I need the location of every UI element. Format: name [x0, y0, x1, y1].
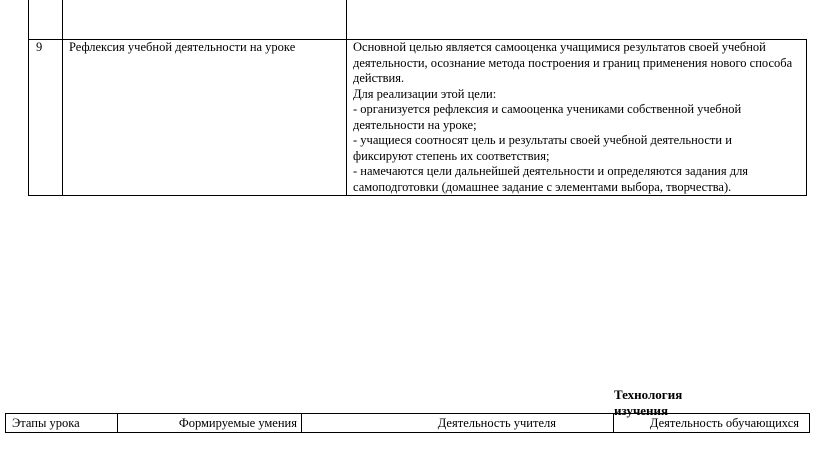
stage-description-line: самоподготовки (домашнее задание с элементами выбора, творчества). [353, 179, 732, 194]
stage-table-row [29, 40, 807, 196]
header-skills: Формируемые умения [118, 414, 302, 433]
header-teacher-activity: Деятельность учителя [302, 414, 614, 433]
stage-description-line: деятельности на уроке; [353, 117, 477, 132]
stage-description-line: деятельности, осознание метода построения и границ применения нового способа [353, 55, 793, 70]
header-lesson-stages: Этапы урока [6, 414, 118, 433]
stage-description-line: - намечаются цели дальнейшей деятельности и определяются задания для [353, 164, 749, 178]
stage-table [28, 0, 807, 196]
stage-description-line: Для реализации этой цели: [353, 86, 497, 101]
stage-table-empty-cell [63, 0, 347, 40]
stage-description-line: - организуется рефлексия и самооценка учениками собственной учебной [353, 102, 742, 116]
tech-table [5, 413, 810, 433]
stage-description-line: фиксируют степень их соответствия; [353, 148, 550, 163]
stage-name: Рефлексия учебной деятельности на уроке [63, 40, 347, 196]
tech-table-header-row [6, 414, 810, 433]
stage-description-line: действия. [353, 71, 405, 85]
stage-table-empty-cell [29, 0, 63, 40]
section-title-text: Технология изучения [614, 387, 683, 418]
stage-table-top-row [29, 0, 807, 40]
stage-description-line: Основной целью является самооценка учащимися результатов своей учебной [353, 40, 766, 54]
stage-description-line: - учащиеся соотносят цель и результаты своей учебной деятельности и [353, 133, 732, 147]
stage-number: 9 [29, 40, 63, 196]
stage-table-empty-cell [347, 0, 807, 40]
header-student-activity: Деятельность обучающихся [614, 414, 810, 433]
stage-description [347, 40, 807, 196]
